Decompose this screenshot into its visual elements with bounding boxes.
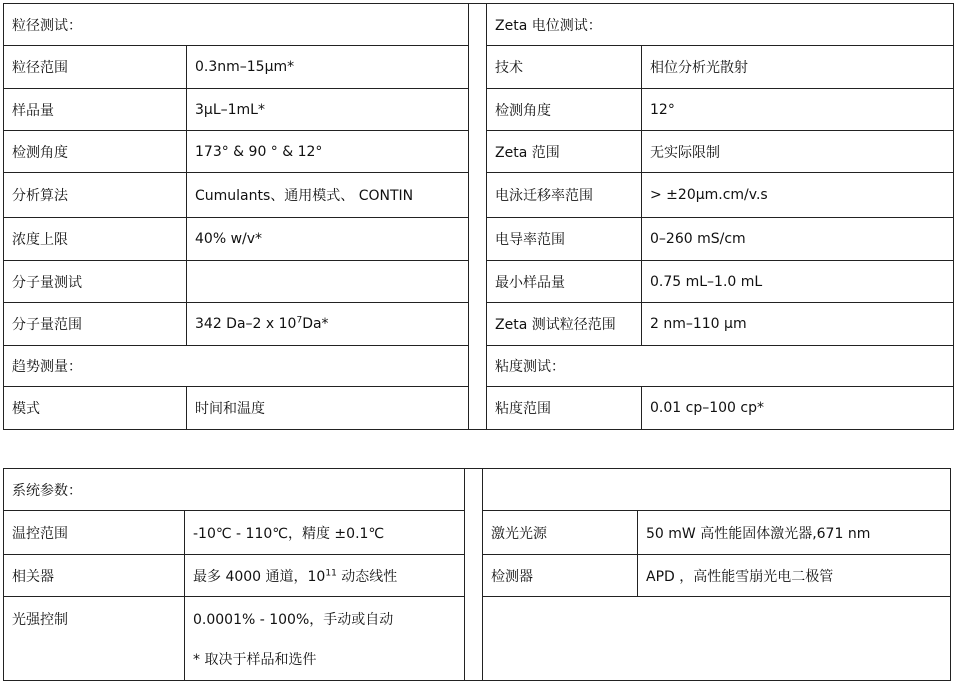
row-value: 2 nm–110 μm: [642, 303, 954, 346]
section-header-zeta: Zeta 电位测试：: [487, 4, 954, 46]
row-value: [187, 303, 469, 346]
row-label: Zeta 范围: [487, 131, 642, 173]
section-header-trend: 趋势测量：: [4, 346, 469, 387]
row-value: [187, 261, 469, 303]
row-label: 浓度上限: [4, 218, 187, 261]
row-label: 技术: [487, 46, 642, 89]
row-value: 无实际限制: [642, 131, 954, 173]
table-row: [4, 469, 951, 511]
value-text: 342 Da–2 x 10: [195, 316, 297, 332]
row-value: 0–260 mS/cm: [642, 218, 954, 261]
row-label: 粘度范围: [487, 387, 642, 430]
row-label: 检测器: [483, 555, 638, 597]
row-value: 3μL–1mL*: [187, 89, 469, 131]
row-value: [185, 555, 465, 597]
row-value: [185, 597, 465, 681]
row-label: 光强控制: [4, 597, 185, 681]
row-value: 0.3nm–15μm*: [187, 46, 469, 89]
value-text: Da*: [302, 316, 329, 332]
row-value: 相位分析光散射: [642, 46, 954, 89]
row-label: 模式: [4, 387, 187, 430]
row-value: 50 mW 高性能固体激光器,671 nm: [638, 511, 951, 555]
row-label: Zeta 测试粒径范围: [487, 303, 642, 346]
row-value: 0.75 mL–1.0 mL: [642, 261, 954, 303]
section-header-particle-size: 粒径测试：: [4, 4, 469, 46]
row-value: 0.01 cp–100 cp*: [642, 387, 954, 430]
row-value: -10℃ - 110℃，精度 ±0.1℃: [185, 511, 465, 555]
row-label: 检测角度: [4, 131, 187, 173]
row-value: 12°: [642, 89, 954, 131]
table-gap: [465, 469, 483, 681]
row-label: 样品量: [4, 89, 187, 131]
section-header-system: 系统参数：: [4, 469, 465, 511]
row-label: 分子量范围: [4, 303, 187, 346]
section-header-empty: [483, 469, 951, 511]
row-label: 电泳迁移率范围: [487, 173, 642, 218]
row-value: 40% w/v*: [187, 218, 469, 261]
table-gap: [469, 4, 487, 430]
row-label: 分子量测试: [4, 261, 187, 303]
exponent: 11: [325, 567, 337, 578]
row-value: APD ，高性能雪崩光电二极管: [638, 555, 951, 597]
exponent: 7: [296, 315, 303, 326]
row-label: 最小样品量: [487, 261, 642, 303]
row-value: 时间和温度: [187, 387, 469, 430]
row-label: 温控范围: [4, 511, 185, 555]
section-header-viscosity: 粘度测试：: [487, 346, 954, 387]
spec-table-2: [3, 468, 951, 681]
value-text: 动态线性: [336, 568, 398, 585]
row-label: 激光光源: [483, 511, 638, 555]
row-label: 粒径范围: [4, 46, 187, 89]
row-label: 电导率范围: [487, 218, 642, 261]
row-value: 173° & 90 ° & 12°: [187, 131, 469, 173]
spec-table-1: [3, 3, 954, 430]
value-text: 最多 4000 通道，10: [193, 568, 326, 585]
row-label: 分析算法: [4, 173, 187, 218]
row-value: Cumulants、通用模式、 CONTIN: [187, 173, 469, 218]
footnote: * 取决于样品和选件: [193, 652, 317, 668]
row-value: > ±20μm.cm/v.s: [642, 173, 954, 218]
value-text: 0.0001% - 100%，手动或自动: [193, 612, 394, 628]
table-row: [4, 4, 954, 46]
row-label: 相关器: [4, 555, 185, 597]
empty-cell: [483, 597, 951, 681]
row-label: 检测角度: [487, 89, 642, 131]
